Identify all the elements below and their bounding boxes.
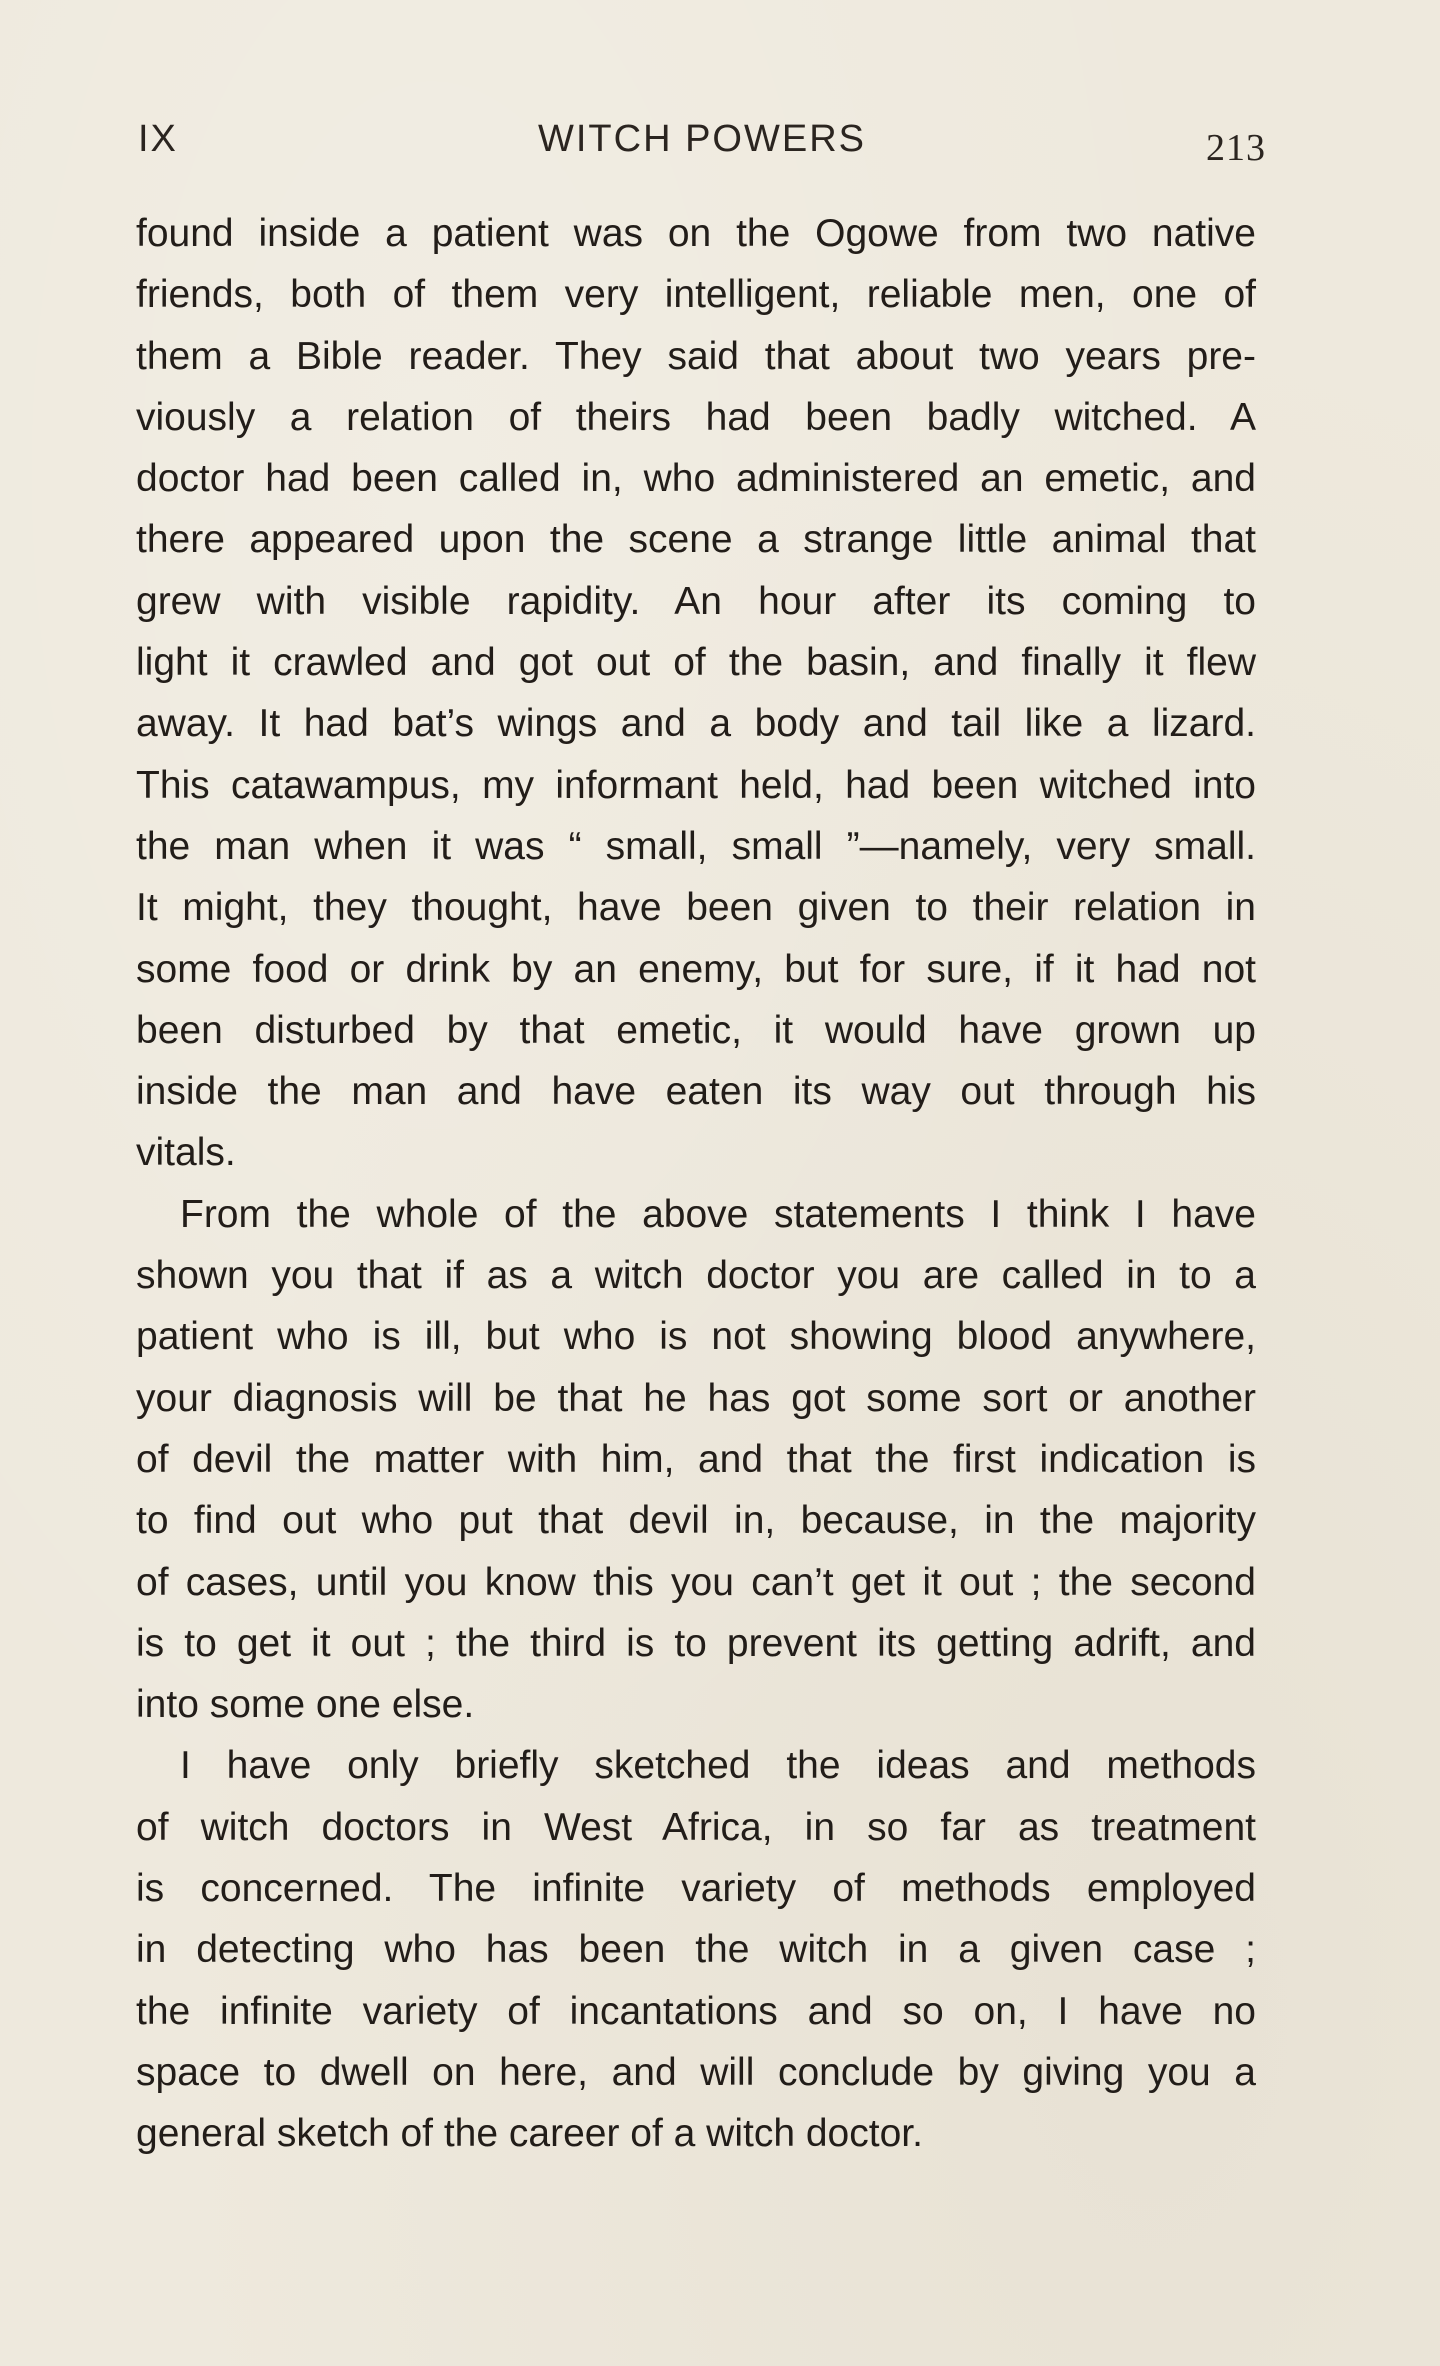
body-text (136, 203, 1256, 2165)
text-line: your diagnosis will be that he has got some sort or another (136, 1376, 1256, 1420)
text-line: some food or drink by an enemy, but for sure, if it had not (136, 947, 1256, 991)
text-line: the man when it was “ small, small ”—namely, very small. (136, 824, 1256, 868)
text-line: into some one else. (136, 1683, 475, 1727)
text-line: inside the man and have eaten its way out through his (136, 1070, 1256, 1114)
chapter-number: IX (138, 118, 178, 160)
text-line: I have only briefly sketched the ideas and methods (180, 1744, 1256, 1788)
text-line: found inside a patient was on the Ogowe from two native (136, 212, 1256, 255)
text-line: away. It had bat’s wings and a body and tail like a lizard. (136, 702, 1256, 746)
text-line: is concerned. The infinite variety of methods employed (136, 1867, 1256, 1911)
text-line: This catawampus, my informant held, had been witched into (136, 763, 1256, 807)
text-line: been disturbed by that emetic, it would have grown up (136, 1008, 1256, 1052)
text-line: space to dwell on here, and will conclude by giving you a (136, 2050, 1256, 2094)
text-line: patient who is ill, but who is not showing blood anywhere, (136, 1315, 1256, 1359)
running-title: WITCH POWERS (538, 118, 866, 160)
text-line: friends, both of them very intelligent, reliable men, one of (136, 273, 1256, 317)
text-line: From the whole of the above statements I think I have (180, 1192, 1256, 1236)
text-line: vitals. (136, 1131, 236, 1175)
text-line: It might, they thought, have been given to their relation in (136, 886, 1256, 930)
running-header (128, 118, 1276, 168)
text-line: doctor had been called in, who administered an emetic, and (136, 457, 1256, 501)
text-line: is to get it out ; the third is to prevent its getting adrift, and (136, 1621, 1256, 1665)
text-line: the infinite variety of incantations and so on, I have no (136, 1989, 1256, 2033)
text-line: there appeared upon the scene a strange little animal that (136, 518, 1256, 562)
text-line: general sketch of the career of a witch doctor. (136, 2112, 923, 2156)
text-line: them a Bible reader. They said that about two years pre- (136, 334, 1256, 378)
text-line: grew with visible rapidity. An hour after its coming to (136, 579, 1256, 623)
text-line: of cases, until you know this you can’t get it out ; the second (136, 1560, 1256, 1604)
text-line: shown you that if as a witch doctor you are called in to a (136, 1254, 1256, 1298)
text-line: of devil the matter with him, and that the first indication is (136, 1437, 1256, 1481)
text-line: viously a relation of theirs had been badly witched. A (136, 395, 1256, 439)
text-line: light it crawled and got out of the basin, and finally it flew (136, 641, 1256, 685)
text-line: in detecting who has been the witch in a given case ; (136, 1928, 1256, 1972)
page-number: 213 (1206, 127, 1266, 169)
text-line: to find out who put that devil in, because, in the majority (136, 1499, 1256, 1543)
text-line: of witch doctors in West Africa, in so far as treatment (136, 1805, 1256, 1849)
